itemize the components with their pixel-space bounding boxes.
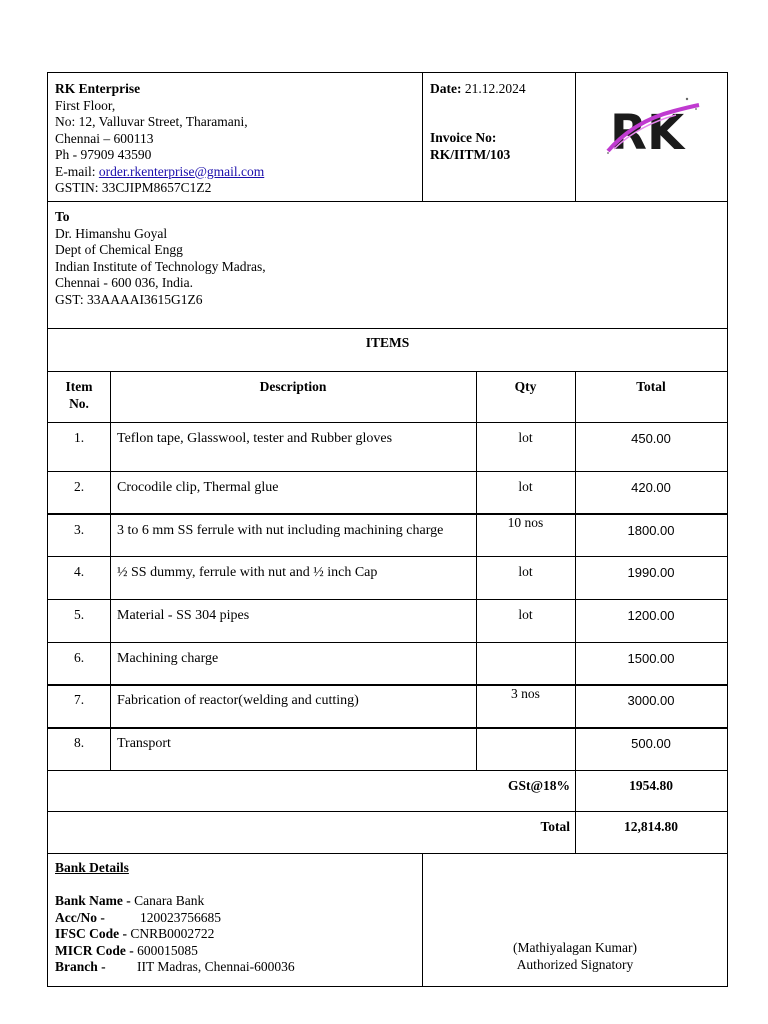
seller-phone: Ph - 97909 43590 xyxy=(55,147,152,162)
logo-star xyxy=(686,98,688,100)
header-total: Total xyxy=(636,379,666,394)
divider xyxy=(48,770,727,771)
item-total: 450.00 xyxy=(631,431,671,446)
divider xyxy=(575,73,576,202)
item-qty: 3 nos xyxy=(511,686,540,701)
item-no: 8. xyxy=(73,735,85,750)
item-no: 4. xyxy=(73,564,85,579)
gst-label: GSt@18% xyxy=(507,778,570,793)
divider xyxy=(48,642,727,643)
to-label: To xyxy=(55,209,70,224)
divider xyxy=(48,684,727,686)
item-description: Fabrication of reactor(welding and cutting) xyxy=(117,693,359,708)
divider xyxy=(48,471,727,472)
logo-star xyxy=(607,152,609,154)
divider xyxy=(48,811,727,812)
divider xyxy=(422,73,423,202)
divider xyxy=(48,727,727,729)
header-item-no: Item No. xyxy=(65,379,93,411)
divider xyxy=(48,201,727,202)
bank-row: Acc/No - 120023756685 xyxy=(55,909,221,925)
item-description: ½ SS dummy, ferrule with nut and ½ inch Cap xyxy=(117,565,378,580)
bank-row: Branch -IIT Madras, Chennai-600036 xyxy=(55,959,295,974)
item-total: 3000.00 xyxy=(627,693,675,708)
item-total: 420.00 xyxy=(631,480,671,495)
divider xyxy=(48,556,727,557)
date-label: Date: xyxy=(430,81,462,96)
invoice-number: RK/IITM/103 xyxy=(430,146,511,162)
item-description: Crocodile clip, Thermal glue xyxy=(117,480,279,495)
buyer-gst: GST: 33AAAAI3615G1Z6 xyxy=(55,291,203,307)
invoice-sheet xyxy=(47,72,728,987)
bank-row: Bank Name - Canara Bank xyxy=(55,893,205,908)
seller-address-line: First Floor, xyxy=(55,97,116,113)
items-heading: ITEMS xyxy=(365,335,410,350)
header-description: Description xyxy=(259,379,327,394)
item-description: Material - SS 304 pipes xyxy=(117,608,250,623)
item-qty: lot xyxy=(518,430,533,445)
seller-email-row xyxy=(55,164,264,181)
signatory-name: (Mathiyalagan Kumar) xyxy=(512,940,638,955)
seller-gstin: GSTIN: 33CJIPM8657C1Z2 xyxy=(55,180,212,195)
email-label: E-mail: xyxy=(55,163,99,179)
item-description: 3 to 6 mm SS ferrule with nut including machining charge xyxy=(117,523,444,538)
item-total: 1200.00 xyxy=(627,608,675,623)
gst-value: 1954.80 xyxy=(629,778,673,793)
item-description: Teflon tape, Glasswool, tester and Rubber gloves xyxy=(117,431,393,446)
item-no: 2. xyxy=(73,479,85,494)
divider xyxy=(110,372,111,770)
email-link[interactable]: order.rkenterprise@gmail.com xyxy=(98,163,265,179)
item-total: 1800.00 xyxy=(627,523,675,538)
divider xyxy=(48,371,727,372)
item-total: 500.00 xyxy=(631,736,671,751)
invoice-date xyxy=(430,81,526,98)
item-qty: lot xyxy=(518,479,533,494)
buyer-line: Indian Institute of Technology Madras, xyxy=(55,258,266,274)
item-description: Transport xyxy=(117,736,171,751)
buyer-line: Chennai - 600 036, India. xyxy=(55,275,193,290)
bank-heading: Bank Details xyxy=(55,860,129,875)
seller-address-line: No: 12, Valluvar Street, Tharamani, xyxy=(55,114,248,129)
item-qty: lot xyxy=(518,564,533,579)
item-no: 5. xyxy=(73,607,85,622)
grand-total-label: Total xyxy=(540,819,570,834)
item-qty: 10 nos xyxy=(507,515,544,530)
divider xyxy=(48,853,727,854)
divider xyxy=(48,328,727,329)
invoice-number-label: Invoice No: xyxy=(430,130,497,145)
item-total: 1500.00 xyxy=(627,651,675,666)
buyer-line: Dept of Chemical Engg xyxy=(55,242,183,257)
item-description: Machining charge xyxy=(117,651,219,666)
date-value: 21.12.2024 xyxy=(464,81,526,96)
signatory-title: Authorized Signatory xyxy=(516,957,634,972)
buyer-line: Dr. Himanshu Goyal xyxy=(55,225,168,241)
divider xyxy=(48,513,727,515)
logo-star xyxy=(695,108,697,110)
bank-row: IFSC Code - CNRB0002722 xyxy=(55,926,215,941)
rk-logo xyxy=(604,91,704,161)
seller-name: RK Enterprise xyxy=(55,81,141,96)
bank-row: MICR Code - 600015085 xyxy=(55,942,198,958)
seller-address-line: Chennai – 600113 xyxy=(55,130,154,146)
item-qty: lot xyxy=(518,607,533,622)
item-total: 1990.00 xyxy=(627,565,675,580)
grand-total-value: 12,814.80 xyxy=(624,819,678,834)
header-qty: Qty xyxy=(514,379,537,394)
item-no: 3. xyxy=(73,522,85,537)
item-no: 7. xyxy=(73,692,85,707)
divider xyxy=(48,422,727,423)
item-no: 6. xyxy=(73,650,85,665)
logo-text: RK xyxy=(610,105,685,161)
divider xyxy=(48,599,727,600)
item-no: 1. xyxy=(73,430,85,445)
